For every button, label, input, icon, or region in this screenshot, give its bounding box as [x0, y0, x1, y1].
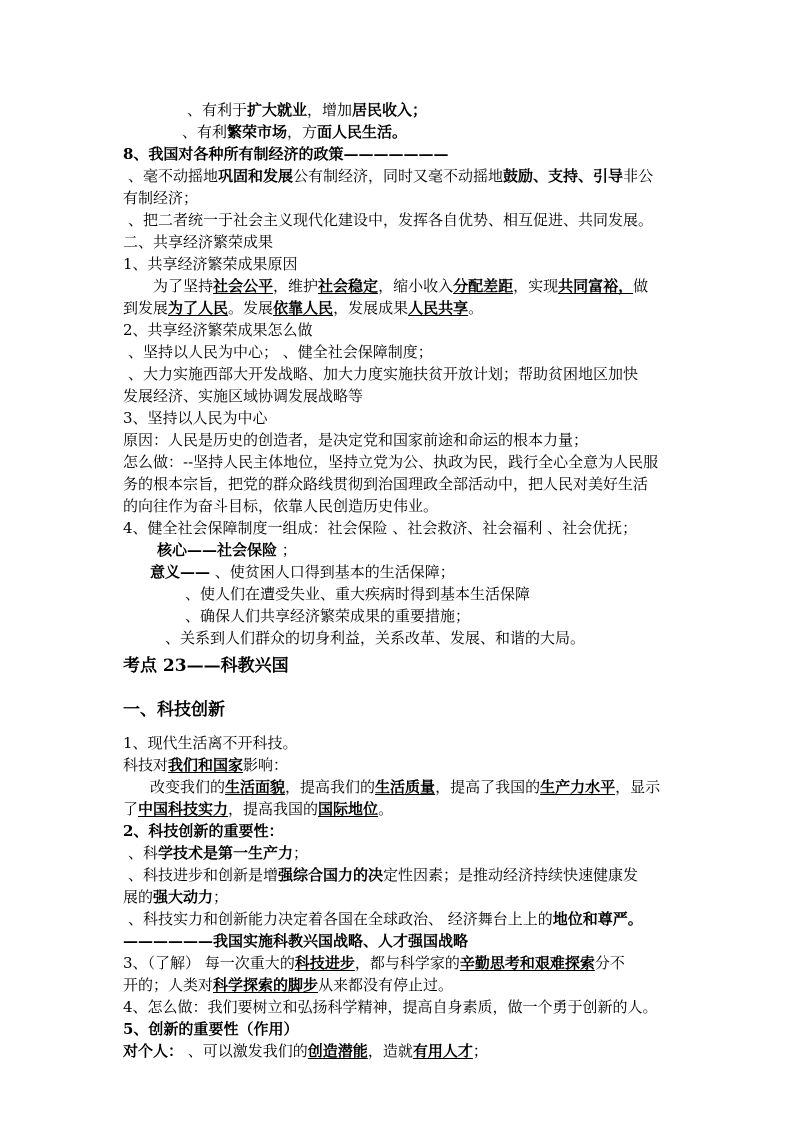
section-heading-share: [123, 231, 273, 253]
text-run: 考点 23——科教兴国: [123, 656, 289, 676]
text-line-21: [157, 539, 297, 561]
text-line-40: [123, 996, 658, 1018]
text-run: ，都与科学家的: [354, 954, 460, 972]
text-run: 强大动力: [153, 888, 214, 906]
text-line-28: [123, 732, 298, 754]
text-line-30: [150, 776, 660, 798]
text-run: 2、共享经济繁荣成果怎么做: [123, 321, 313, 339]
key-term: 创造潜能: [307, 1042, 368, 1060]
key-term: 社会稳定: [318, 277, 379, 295]
text-run: 非公: [623, 167, 654, 185]
text-run: 为了坚持: [153, 277, 214, 295]
text-line-19: [123, 495, 438, 517]
text-line-18: [123, 473, 648, 495]
text-line-37: [123, 930, 468, 952]
text-line-5: [123, 187, 198, 209]
section-heading-policy: [123, 143, 448, 165]
text-line-13: [128, 363, 638, 385]
text-line-2: [182, 121, 407, 143]
text-run: 对个人：: [123, 1042, 184, 1060]
text-run: 、大力实施西部大开发战略、加大力度实施扶贫开放计划；帮助贫困地区加快: [128, 365, 639, 383]
subheading-reason: [123, 253, 298, 275]
text-run: 扩大就业: [247, 101, 308, 119]
key-term: 生活面貌: [225, 778, 286, 796]
text-run: 公有制经济，同时又毫不动摇地: [293, 167, 504, 185]
key-term: 社会公平: [213, 277, 274, 295]
text-run: 意义——: [150, 563, 211, 581]
text-line-33: [128, 842, 308, 864]
text-run: 改变我们的: [150, 778, 226, 796]
text-run: 了: [123, 800, 139, 818]
key-term: 人民共享: [408, 299, 469, 317]
text-run: ，显示: [615, 778, 661, 796]
key-term: 科学探索的脚步: [213, 976, 319, 994]
key-term: 国际地位: [318, 800, 379, 818]
text-run: 核心——社会保险: [157, 541, 278, 559]
text-run: ，发展成果: [333, 299, 409, 317]
text-line-9: [153, 275, 648, 297]
text-run: 。: [378, 800, 394, 818]
topic-heading: [123, 655, 289, 677]
text-run: 做: [633, 277, 649, 295]
text-run: 、毫不动摇地: [128, 167, 219, 185]
text-run: 强综合国力的决: [278, 866, 384, 884]
text-line-29: [123, 754, 288, 776]
text-run: ；: [293, 844, 309, 862]
text-run: 5、创新的重要性（作用）: [123, 1020, 299, 1038]
text-run: ，造就: [367, 1042, 413, 1060]
text-run: 的向往作为奋斗目标，依靠人民创造历史伟业。: [123, 497, 439, 515]
text-run: 地位和尊严。: [552, 910, 643, 928]
key-term: 科技进步: [294, 954, 355, 972]
text-run: ，实现: [513, 277, 559, 295]
text-run: 、坚持以人民为中心； 、健全社会保障制度；: [128, 343, 433, 361]
text-line-38: [123, 952, 625, 974]
text-run: 发展经济、实施区域协调发展战略等: [123, 387, 364, 405]
text-run: 、科: [128, 844, 159, 862]
subheading-importance: [123, 820, 283, 842]
text-line-1: [187, 99, 427, 121]
text-line-25: [165, 627, 585, 649]
text-run: 、关系到人们群众的切身利益，关系改革、发展、和谐的大局。: [165, 629, 586, 647]
text-line-23: [185, 583, 530, 605]
text-run: 、使贫困人口得到基本的生活保障；: [210, 563, 455, 581]
text-run: 、确保人们共享经济繁荣成果的重要措施；: [185, 607, 471, 625]
text-run: ，提高我国的: [228, 800, 319, 818]
section-heading-innovation: [123, 699, 225, 721]
text-run: 分不: [594, 954, 625, 972]
text-line-12: [128, 341, 433, 363]
text-run: 、使人们在遭受失业、重大疾病时得到基本生活保障: [185, 585, 531, 603]
text-run: 怎么做：--坚持人民主体地位，坚持立党为公、执政为民，践行全心全意为人民服: [123, 453, 659, 471]
text-run: ，维护: [273, 277, 319, 295]
text-run: 、可以激发我们的: [183, 1042, 308, 1060]
text-line-24: [185, 605, 470, 627]
text-line-4: [128, 165, 653, 187]
text-run: 8、我国对各种所有制经济的政策———————: [123, 145, 449, 163]
key-term: 生产力水平: [540, 778, 616, 796]
subheading-how: [123, 319, 313, 341]
key-term: 中国科技实力: [138, 800, 229, 818]
text-run: 、科技进步和创新是增: [128, 866, 279, 884]
text-line-31: [123, 798, 393, 820]
text-run: ，缩小收入: [378, 277, 454, 295]
key-term: 辛勤思考和艰难探索: [459, 954, 595, 972]
text-line-35: [123, 886, 228, 908]
text-run: 影响：: [243, 756, 289, 774]
key-term: 有用人才: [412, 1042, 473, 1060]
text-run: 、科技实力和创新能力决定着各国在全球政治、 经济舞台上上的: [128, 910, 553, 928]
key-term: 我们和国家: [168, 756, 244, 774]
text-line-17: [123, 451, 658, 473]
text-run: 定性因素；是推动经济持续快速健康发: [383, 866, 639, 884]
text-run: 4、怎么做：我们要树立和弘扬科学精神，提高自身素质，做一个勇于创新的人。: [123, 998, 658, 1016]
text-run: 从来都没有停止过。: [318, 976, 454, 994]
text-run: 3、坚持以人民为中心: [123, 409, 268, 427]
text-line-39: [123, 974, 453, 996]
text-run: 、有利: [182, 123, 228, 141]
key-term: 共同富裕，: [558, 277, 634, 295]
text-run: ；: [277, 541, 297, 559]
text-run: 展的: [123, 888, 154, 906]
text-line-16: [123, 429, 588, 451]
text-run: 、有利于: [187, 101, 248, 119]
text-run: 4、健全社会保障制度一组成：社会保险 、社会救济、社会福利 、社会优抚；: [123, 519, 638, 537]
text-run: ；: [472, 1042, 488, 1060]
text-run: ，增加: [307, 101, 353, 119]
subheading-innovation-role: [123, 1018, 298, 1040]
key-term: 为了人民: [168, 299, 229, 317]
text-run: 3、（了解） 每一次重大的: [123, 954, 295, 972]
text-run: ，方: [287, 123, 318, 141]
text-run: 居民收入；: [352, 101, 428, 119]
text-line-42: [123, 1040, 488, 1062]
text-run: 、把二者统一于社会主义现代化建设中，发挥各自优势、相互促进、共同发展。: [128, 211, 654, 229]
text-run: 原因：人民是历史的创造者，是决定党和国家前途和命运的根本力量；: [123, 431, 589, 449]
text-run: 学技术是第一生产力: [158, 844, 294, 862]
text-run: 2、科技创新的重要性：: [123, 822, 284, 840]
text-run: 面人民生活。: [317, 123, 408, 141]
text-line-34: [128, 864, 638, 886]
text-run: 1、现代生活离不开科技。: [123, 734, 298, 752]
text-line-36: [128, 908, 643, 930]
text-run: ，提高我们的: [285, 778, 376, 796]
text-run: ；: [213, 888, 229, 906]
text-run: 开的；人类对: [123, 976, 214, 994]
text-line-6: [128, 209, 653, 231]
text-run: 1、共享经济繁荣成果原因: [123, 255, 298, 273]
text-run: 鼓励、支持、引导: [503, 167, 624, 185]
text-run: 一、科技创新: [123, 700, 225, 720]
text-run: 。: [468, 299, 484, 317]
text-run: 务的根本宗旨，把党的群众路线贯彻到治国理政全部活动中，把人民对美好生活: [123, 475, 649, 493]
text-run: 二、共享经济繁荣成果: [123, 233, 274, 251]
text-run: 繁荣市场: [227, 123, 288, 141]
subheading-social-security: [123, 517, 637, 539]
text-run: 到发展: [123, 299, 169, 317]
text-line-22: [150, 561, 455, 583]
key-term: 依靠人民: [273, 299, 334, 317]
text-run: 巩固和发展: [218, 167, 294, 185]
text-run: 有制经济；: [123, 189, 199, 207]
subheading-people: [123, 407, 268, 429]
text-line-14: [123, 385, 363, 407]
text-line-10: [123, 297, 483, 319]
key-term: 分配差距: [453, 277, 514, 295]
text-run: ，提高了我国的: [435, 778, 541, 796]
text-run: ——————我国实施科教兴国战略、人才强国战略: [123, 932, 469, 950]
text-run: 。发展: [228, 299, 274, 317]
key-term: 生活质量: [375, 778, 436, 796]
text-run: 科技对: [123, 756, 169, 774]
